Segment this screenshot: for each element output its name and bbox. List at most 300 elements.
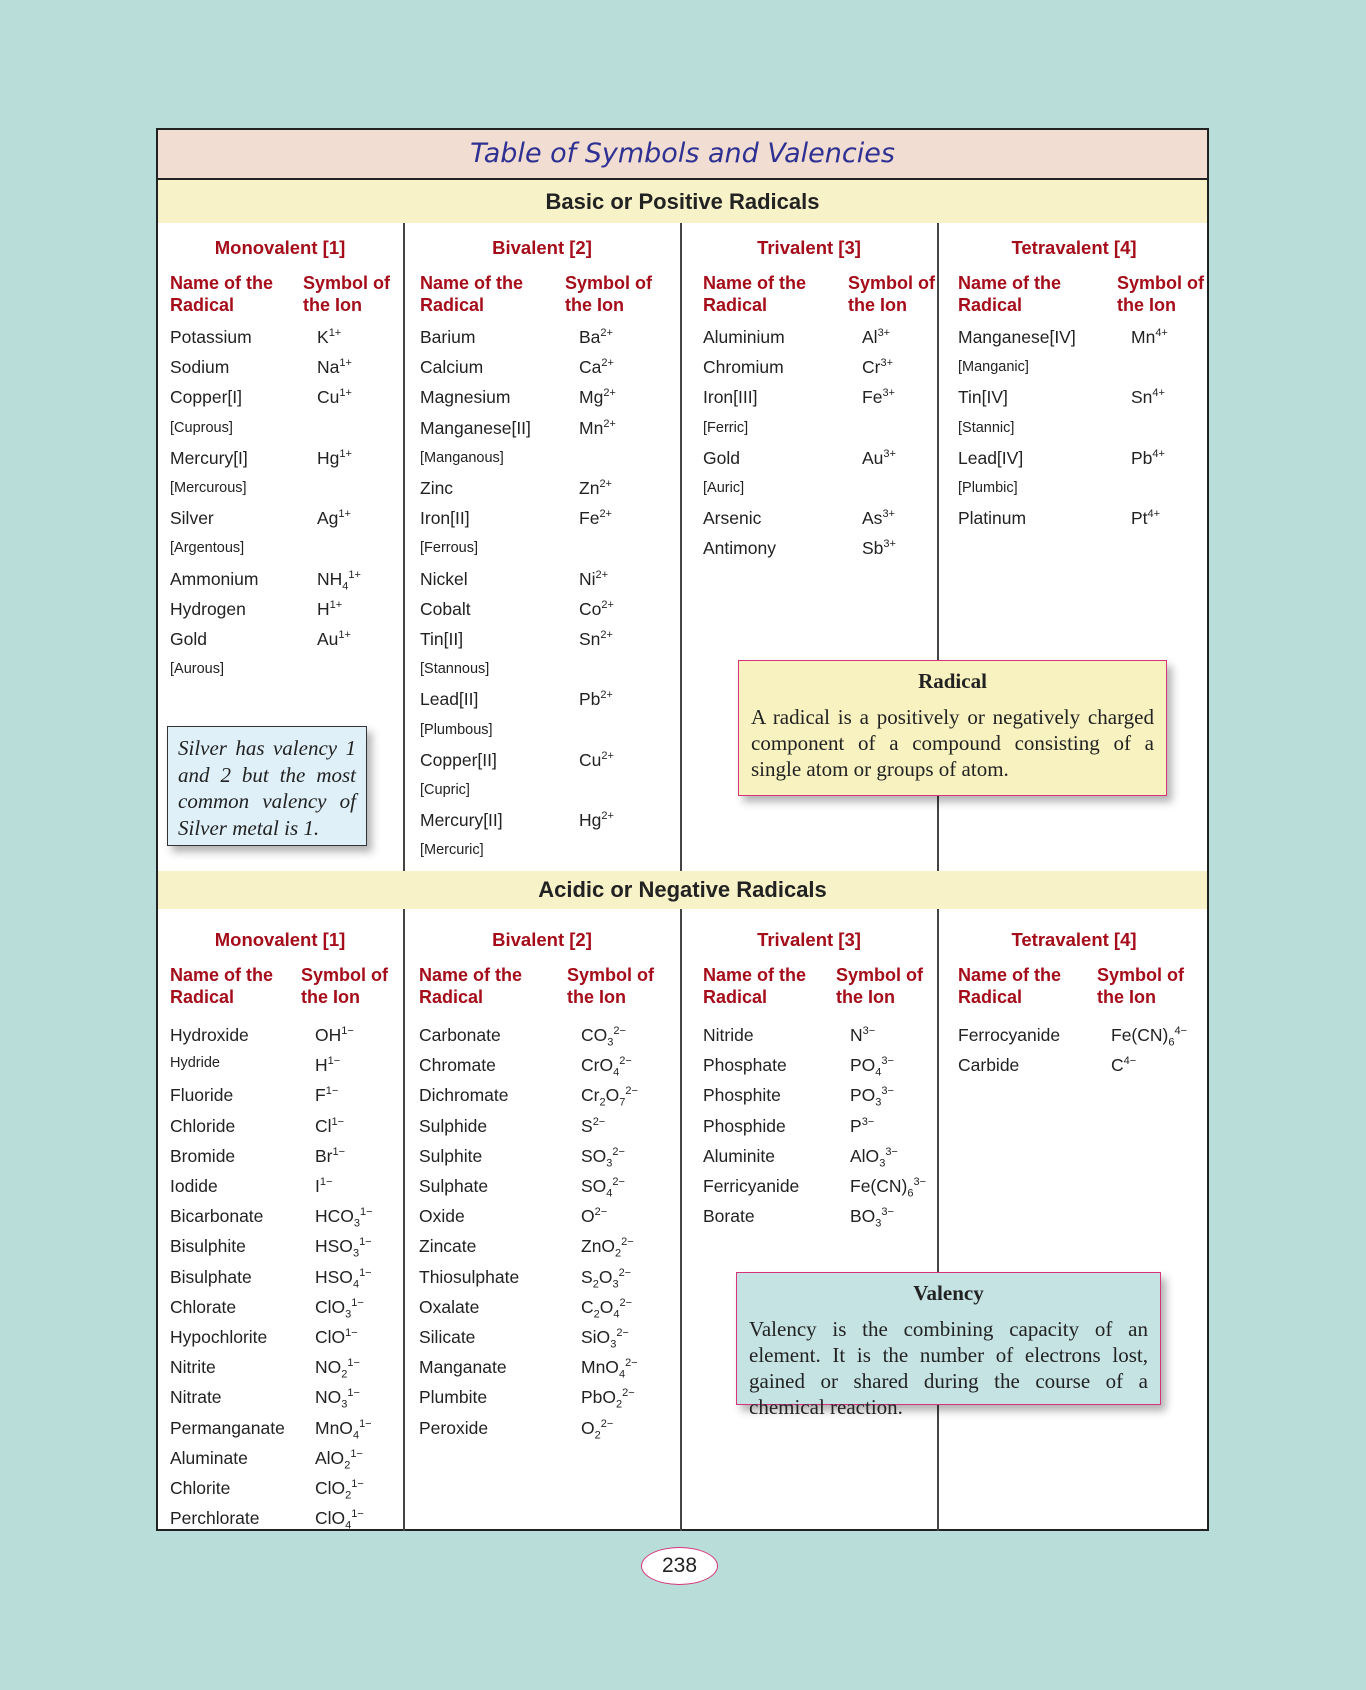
- symbol-part: 7: [619, 1096, 626, 1109]
- radical-name: Ammonium: [170, 568, 259, 589]
- radical-name: Oxide: [419, 1206, 465, 1227]
- valency-definition-box: [736, 1272, 1161, 1419]
- symbol-part: 2−: [600, 1417, 614, 1430]
- symbol-part: 3: [879, 1157, 886, 1170]
- ion-symbol: [315, 1055, 340, 1076]
- symbol-part: 2−: [622, 1387, 635, 1400]
- valency-box-title: Valency: [913, 1281, 984, 1305]
- ion-symbol: [581, 1025, 626, 1049]
- ion-symbol: [315, 1116, 344, 1137]
- symbol-part: MnO: [581, 1357, 619, 1378]
- radical-name: Bromide: [170, 1145, 236, 1166]
- symbol-part: O: [605, 1085, 620, 1106]
- ion-symbol: [315, 1236, 372, 1260]
- ion-symbol: [850, 1206, 894, 1230]
- ion-symbol: [579, 418, 616, 439]
- symbol-part: HSO: [315, 1266, 353, 1287]
- symbol-part: NO: [315, 1387, 342, 1408]
- radical-box-text: A radical is a positively or negatively charged component of a compound consisting of a single atom or groups of atom.: [751, 705, 1154, 781]
- radical-alt-name: [Plumbous]: [420, 721, 493, 738]
- radical-alt-name: [Mercurous]: [170, 480, 247, 496]
- radical-name: Dichromate: [419, 1085, 509, 1106]
- symbol-part: 1−: [351, 1296, 364, 1309]
- radical-name: Iron[III]: [703, 387, 758, 408]
- radical-name: Aluminite: [703, 1145, 775, 1166]
- symbol-part: 2−: [594, 1206, 608, 1219]
- symbol-part: 3+: [882, 508, 895, 521]
- divider: [403, 909, 405, 1531]
- name-column-header: Name of the Radical: [419, 965, 523, 1007]
- ion-symbol: [579, 689, 613, 710]
- radical-name: Hypochlorite: [170, 1327, 268, 1347]
- radical-name: Peroxide: [419, 1417, 489, 1438]
- symbol-part: 1+: [338, 629, 351, 642]
- radical-name: Lead[II]: [420, 689, 479, 710]
- divider: [403, 223, 405, 871]
- ion-symbol: [850, 1025, 875, 1046]
- symbol-part: Zn: [579, 478, 600, 498]
- symbol-part: S: [581, 1115, 593, 1136]
- symbol-part: Pb: [1131, 447, 1153, 468]
- ion-symbol: [862, 387, 895, 408]
- ion-symbol: [317, 357, 352, 378]
- ion-symbol: [581, 1297, 632, 1321]
- symbol-part: 3+: [880, 357, 894, 370]
- radical-alt-name: [Plumbic]: [958, 480, 1018, 496]
- symbol-part: Au: [317, 629, 339, 649]
- symbol-part: 6: [1168, 1036, 1175, 1049]
- symbol-part: 1+: [339, 357, 352, 370]
- ion-symbol: [315, 1146, 345, 1167]
- radical-name: Chlorate: [170, 1296, 237, 1317]
- ion-symbol: [579, 599, 614, 620]
- radical-name: Bisulphite: [170, 1236, 246, 1257]
- ion-symbol: [315, 1327, 358, 1348]
- ion-symbol: [1131, 448, 1165, 469]
- symbol-part: 3: [352, 1247, 360, 1260]
- radical-name: Sulphate: [419, 1176, 489, 1196]
- symbol-part: 2+: [600, 327, 613, 340]
- radical-name: Tin[IV]: [958, 387, 1008, 408]
- symbol-part: 2+: [595, 568, 609, 581]
- symbol-part: O: [599, 1296, 614, 1317]
- page-number: 238: [641, 1547, 718, 1585]
- symbol-part: Sb: [862, 538, 884, 559]
- symbol-part: 1+: [338, 508, 351, 521]
- ion-symbol: [317, 327, 341, 348]
- radical-name: Manganese[IV]: [958, 327, 1076, 347]
- symbol-part: ClO: [315, 1296, 346, 1317]
- symbol-part: 3: [345, 1308, 352, 1321]
- symbol-part: 3: [607, 1036, 614, 1049]
- ion-symbol: [579, 357, 614, 378]
- symbol-part: 2: [592, 1278, 599, 1291]
- divider: [680, 909, 682, 1531]
- radical-name: Phosphite: [703, 1085, 781, 1106]
- radical-name: Phosphide: [703, 1115, 786, 1136]
- ion-symbol: [315, 1025, 354, 1046]
- radical-name: Hydrogen: [170, 598, 246, 619]
- symbol-part: Cr: [581, 1085, 600, 1106]
- valency-heading: Tetravalent [4]: [1011, 929, 1137, 950]
- symbol-column-header: Symbol of the Ion: [848, 273, 936, 315]
- radical-name: Ferricyanide: [703, 1176, 800, 1196]
- radical-name: Manganate: [419, 1357, 507, 1378]
- radical-name: Hydride: [170, 1055, 220, 1072]
- symbol-part: 6: [907, 1187, 914, 1200]
- ion-symbol: [850, 1146, 898, 1170]
- positive-section-heading: Basic or Positive Radicals: [158, 180, 1207, 223]
- ion-symbol: [317, 387, 352, 408]
- symbol-part: As: [862, 508, 883, 529]
- symbol-part: 4+: [1147, 508, 1161, 521]
- symbol-part: H: [317, 598, 330, 619]
- ion-symbol: [317, 569, 361, 593]
- radical-name: Gold: [703, 447, 740, 468]
- symbol-part: Mn: [1131, 327, 1156, 347]
- symbol-part: 4: [618, 1368, 626, 1381]
- symbol-part: 3: [612, 1278, 619, 1291]
- radical-name: Silicate: [419, 1327, 476, 1347]
- symbol-column-header: Symbol of the Ion: [1117, 273, 1205, 315]
- radical-name: Barium: [420, 327, 476, 347]
- ion-symbol: [1111, 1055, 1136, 1076]
- ion-symbol: [579, 508, 612, 529]
- symbol-part: 4: [342, 580, 349, 593]
- symbol-part: 1−: [360, 1206, 373, 1219]
- symbol-part: Cu: [317, 387, 340, 408]
- symbol-part: 1−: [345, 1327, 358, 1340]
- ion-symbol: [850, 1116, 874, 1137]
- ion-symbol: [579, 629, 613, 650]
- ion-symbol: [581, 1357, 638, 1381]
- symbol-part: 1−: [359, 1266, 372, 1279]
- symbol-part: 1−: [359, 1236, 372, 1249]
- symbol-part: 4: [875, 1066, 882, 1079]
- symbol-part: 1−: [327, 1055, 341, 1068]
- radical-name: Cobalt: [420, 598, 471, 619]
- ion-symbol: [581, 1116, 605, 1137]
- radical-name: Aluminium: [703, 327, 785, 347]
- symbol-column-header: Symbol of the Ion: [301, 965, 389, 1007]
- radical-alt-name: [Argentous]: [170, 540, 245, 557]
- symbol-part: 2+: [601, 357, 614, 370]
- symbol-part: 4−: [1123, 1055, 1137, 1068]
- symbol-part: 1−: [331, 1115, 345, 1128]
- ion-symbol: [315, 1297, 364, 1321]
- radical-name: Permanganate: [170, 1417, 285, 1438]
- symbol-part: 4: [352, 1429, 360, 1442]
- symbol-part: 3−: [885, 1145, 898, 1158]
- symbol-part: 2: [593, 1308, 600, 1321]
- ion-symbol: [581, 1176, 625, 1200]
- radical-name: Iodide: [170, 1176, 218, 1196]
- symbol-part: S: [581, 1266, 593, 1287]
- symbol-part: ZnO: [581, 1236, 616, 1257]
- radical-name: Manganese[II]: [420, 417, 531, 438]
- symbol-part: 1−: [359, 1417, 372, 1430]
- ion-symbol: [862, 508, 895, 529]
- radical-alt-name: [Manganic]: [958, 359, 1029, 376]
- radical-box-title: Radical: [918, 669, 987, 693]
- symbol-part: 2−: [612, 1176, 625, 1189]
- radical-name: Arsenic: [703, 508, 762, 529]
- symbol-part: Sn: [579, 629, 601, 649]
- symbol-part: Au: [862, 447, 884, 468]
- symbol-part: ClO: [315, 1508, 346, 1529]
- radical-name: Chloride: [170, 1115, 236, 1136]
- radical-name: Carbonate: [419, 1025, 501, 1045]
- symbol-part: C: [581, 1296, 594, 1317]
- symbol-part: NH: [317, 568, 343, 589]
- symbol-part: Sn: [1131, 387, 1153, 408]
- valency-heading: Trivalent [3]: [757, 929, 861, 950]
- symbol-part: Fe: [579, 508, 600, 529]
- symbol-part: 2+: [600, 629, 613, 642]
- symbol-part: 2+: [599, 478, 612, 491]
- ion-symbol: [315, 1176, 332, 1197]
- ion-symbol: [850, 1085, 894, 1109]
- ion-symbol: [862, 448, 896, 469]
- name-column-header: Name of the Radical: [170, 965, 274, 1007]
- radical-name: Zincate: [419, 1236, 477, 1257]
- radical-name: Nickel: [420, 568, 468, 589]
- symbol-part: 4: [613, 1308, 620, 1321]
- symbol-part: 1−: [351, 1478, 364, 1491]
- ion-symbol: [579, 387, 616, 408]
- valency-heading: Bivalent [2]: [492, 237, 592, 258]
- symbol-part: 2+: [601, 598, 614, 611]
- symbol-part: 2−: [613, 1025, 626, 1038]
- radical-alt-name: [Cupric]: [420, 782, 470, 798]
- radical-alt-name: [Cuprous]: [170, 419, 233, 436]
- symbol-part: Cl: [315, 1115, 332, 1136]
- symbol-part: O: [581, 1417, 595, 1438]
- radical-name: Nitrate: [170, 1387, 222, 1408]
- symbol-part: 2: [344, 1459, 351, 1472]
- symbol-column-header: Symbol of the Ion: [1097, 965, 1185, 1007]
- radical-name: Copper[II]: [420, 749, 497, 770]
- symbol-part: Ni: [579, 568, 596, 589]
- symbol-part: SO: [581, 1176, 607, 1196]
- radical-name: Nitride: [703, 1025, 754, 1045]
- symbol-part: 1+: [348, 568, 361, 581]
- ion-symbol: [315, 1206, 373, 1230]
- symbol-part: ClO: [315, 1327, 346, 1347]
- symbol-part: Cr: [862, 357, 881, 378]
- symbol-part: 3−: [861, 1115, 875, 1128]
- symbol-part: Fe: [862, 387, 883, 408]
- valency-heading: Trivalent [3]: [757, 237, 861, 258]
- radical-name: Phosphate: [703, 1055, 787, 1076]
- ion-symbol: [315, 1508, 364, 1532]
- symbol-part: 1−: [319, 1176, 333, 1189]
- symbol-part: 4: [352, 1278, 360, 1291]
- ion-symbol: [579, 569, 608, 590]
- symbol-part: CO: [581, 1025, 608, 1045]
- symbol-part: 2+: [600, 689, 613, 702]
- radical-alt-name: [Aurous]: [170, 661, 224, 678]
- symbol-part: 3−: [881, 1085, 894, 1098]
- radical-name: Fluoride: [170, 1085, 234, 1106]
- ion-symbol: [581, 1236, 634, 1260]
- symbol-part: 3+: [883, 538, 896, 551]
- radical-name: Carbide: [958, 1055, 1020, 1076]
- symbol-part: 1+: [339, 447, 352, 460]
- symbol-part: Pb: [579, 689, 601, 710]
- symbol-part: 4−: [1174, 1025, 1188, 1038]
- symbol-part: 3: [341, 1398, 348, 1411]
- symbol-part: Hg: [317, 447, 340, 468]
- radical-name: Gold: [170, 629, 207, 649]
- ion-symbol: [315, 1387, 360, 1411]
- ion-symbol: [581, 1055, 632, 1079]
- symbol-part: Cu: [579, 749, 602, 770]
- symbol-part: O: [598, 1266, 613, 1287]
- symbol-part: 4: [345, 1519, 352, 1532]
- symbol-part: 2: [345, 1489, 352, 1502]
- symbol-column-header: Symbol of the Ion: [836, 965, 924, 1007]
- ion-symbol: [1131, 508, 1160, 529]
- divider: [937, 909, 939, 1531]
- radical-name: Platinum: [958, 508, 1027, 529]
- symbol-part: SO: [581, 1145, 607, 1166]
- symbol-part: 2−: [625, 1085, 638, 1098]
- ion-symbol: [317, 508, 351, 529]
- symbol-part: Mg: [579, 387, 604, 408]
- ion-symbol: [315, 1478, 364, 1502]
- valency-heading: Monovalent [1]: [214, 237, 346, 258]
- radical-name: Chromate: [419, 1055, 496, 1076]
- symbol-part: OH: [315, 1025, 342, 1045]
- radical-alt-name: [Stannous]: [420, 661, 490, 678]
- valency-heading: Monovalent [1]: [214, 929, 346, 950]
- ion-symbol: [315, 1357, 360, 1381]
- ion-symbol: [581, 1327, 629, 1351]
- symbol-part: Fe(CN): [850, 1176, 908, 1196]
- symbol-part: Ca: [579, 357, 602, 378]
- radical-name: Hydroxide: [170, 1025, 249, 1045]
- symbol-part: 3−: [862, 1025, 876, 1038]
- symbol-part: AlO: [850, 1145, 880, 1166]
- symbol-part: 3: [610, 1338, 617, 1351]
- name-column-header: Name of the Radical: [958, 965, 1062, 1007]
- symbol-part: AlO: [315, 1447, 345, 1468]
- symbol-part: Br: [315, 1145, 333, 1166]
- name-column-header: Name of the Radical: [703, 965, 807, 1007]
- radical-name: Iron[II]: [420, 508, 470, 529]
- symbol-part: H: [315, 1055, 328, 1076]
- symbol-part: N: [850, 1025, 863, 1045]
- symbol-part: Co: [579, 598, 602, 619]
- symbol-part: 2−: [618, 1266, 632, 1279]
- ion-symbol: [317, 629, 351, 650]
- valency-heading: Bivalent [2]: [492, 929, 592, 950]
- radical-name: Chromium: [703, 357, 784, 378]
- symbol-part: 2−: [612, 1145, 625, 1158]
- symbol-part: F: [315, 1085, 326, 1106]
- symbol-part: K: [317, 327, 329, 347]
- symbol-part: 2+: [603, 387, 616, 400]
- name-column-header: Name of the Radical: [703, 273, 807, 315]
- symbol-part: 1−: [332, 1145, 346, 1158]
- ion-symbol: [315, 1418, 372, 1442]
- radical-name: Calcium: [420, 357, 484, 378]
- symbol-part: I: [315, 1176, 320, 1196]
- symbol-part: 3+: [883, 447, 896, 460]
- symbol-part: 2+: [603, 417, 616, 430]
- valency-heading: Tetravalent [4]: [1011, 237, 1137, 258]
- symbol-part: HCO: [315, 1206, 354, 1227]
- symbol-part: PO: [850, 1085, 876, 1106]
- name-column-header: Name of the Radical: [170, 273, 274, 315]
- ion-symbol: [850, 1176, 926, 1200]
- symbol-part: Ag: [317, 508, 339, 529]
- radical-name: Sulphite: [419, 1145, 483, 1166]
- radical-name: Mercury[II]: [420, 810, 503, 831]
- radical-alt-name: [Auric]: [703, 480, 745, 496]
- name-column-header: Name of the Radical: [420, 273, 524, 315]
- symbol-part: Fe(CN): [1111, 1025, 1169, 1045]
- radical-name: Sodium: [170, 357, 230, 378]
- ion-symbol: [862, 327, 890, 348]
- symbol-part: 2−: [592, 1115, 606, 1128]
- symbol-part: O: [581, 1206, 595, 1227]
- table-title: Table of Symbols and Valencies: [158, 130, 1207, 180]
- ion-symbol: [850, 1055, 894, 1079]
- symbol-part: 2: [616, 1398, 623, 1411]
- symbol-part: 1+: [329, 598, 343, 611]
- ion-symbol: [1131, 387, 1165, 408]
- symbol-part: 4: [606, 1187, 613, 1200]
- symbol-part: 4+: [1152, 387, 1165, 400]
- symbol-part: Mn: [579, 417, 604, 438]
- symbol-part: 4: [613, 1066, 620, 1079]
- radical-alt-name: [Ferrous]: [420, 540, 479, 557]
- symbol-column-header: Symbol of the Ion: [303, 273, 391, 315]
- silver-note: Silver has valency 1 and 2 but the most common valency of Silver metal is 1.: [167, 726, 367, 846]
- symbol-part: 1−: [351, 1508, 364, 1521]
- radical-name: Zinc: [420, 478, 454, 498]
- symbol-part: 3: [875, 1217, 882, 1230]
- ion-symbol: [862, 538, 896, 559]
- symbol-part: 1−: [341, 1025, 354, 1038]
- radical-definition-box: [738, 660, 1167, 796]
- symbol-part: 3−: [913, 1176, 927, 1189]
- symbol-part: 2−: [616, 1327, 629, 1340]
- radical-name: Antimony: [703, 538, 776, 559]
- symbol-part: 2: [594, 1429, 601, 1442]
- symbol-part: Al: [862, 327, 878, 347]
- symbol-column-header: Symbol of the Ion: [565, 273, 653, 315]
- symbol-part: BO: [850, 1206, 876, 1227]
- symbol-part: 1−: [350, 1447, 363, 1460]
- symbol-part: 3: [875, 1096, 882, 1109]
- radical-name: Oxalate: [419, 1296, 480, 1317]
- symbol-part: NO: [315, 1357, 342, 1378]
- symbol-part: PbO: [581, 1387, 617, 1408]
- ion-symbol: [1131, 327, 1168, 348]
- radical-name: Potassium: [170, 327, 252, 347]
- symbol-part: Hg: [579, 810, 602, 831]
- radical-name: Borate: [703, 1206, 755, 1227]
- symbol-part: 1−: [347, 1357, 360, 1370]
- ion-symbol: [581, 1146, 625, 1170]
- radical-name: Silver: [170, 508, 214, 529]
- ion-symbol: [579, 750, 614, 771]
- radical-name: Sulphide: [419, 1115, 488, 1136]
- ion-symbol: [581, 1387, 635, 1411]
